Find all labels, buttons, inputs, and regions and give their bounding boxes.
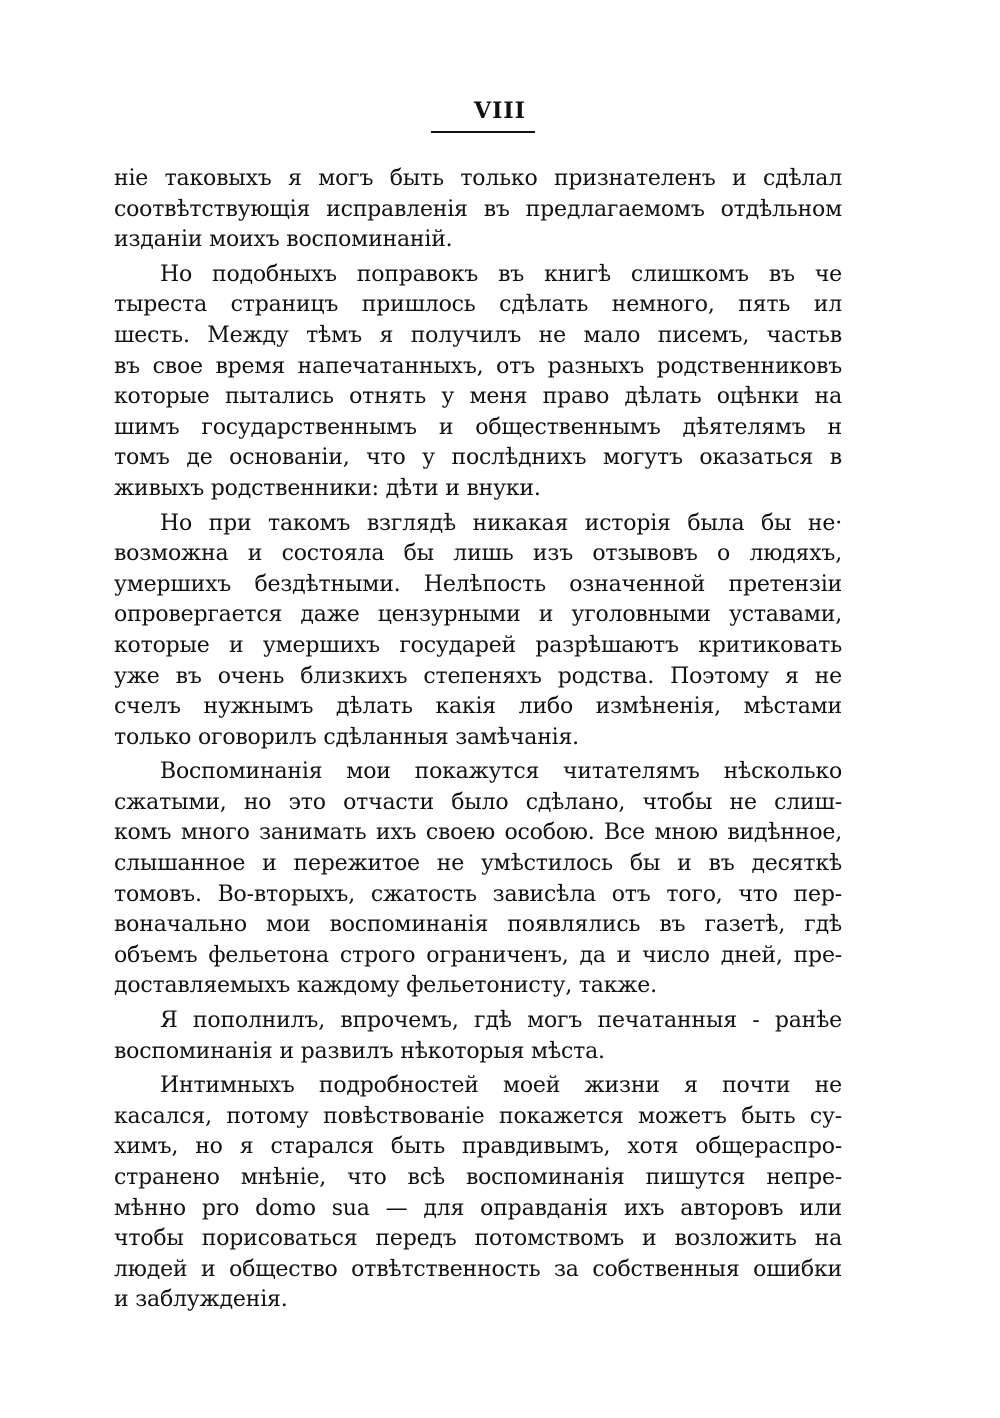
- text-line: изданіи моихъ воспоминаній.: [114, 227, 453, 253]
- text-line: комъ много занимать ихъ своею особою. Все мною видѣнное,: [114, 820, 842, 846]
- text-line: мѣнно pro domo sua — для оправданія ихъ авторовъ или: [114, 1195, 842, 1221]
- text-line: которые и умершихъ государей разрѣшаютъ критиковать: [114, 632, 842, 658]
- text-line: живыхъ родственники: дѣти и внуки.: [114, 475, 541, 501]
- text-line: только оговорилъ сдѣланныя замѣчанія.: [114, 724, 579, 750]
- text-line: томовъ. Во-вторыхъ, сжатость зависѣла отъ того, что пер-: [114, 881, 842, 907]
- text-line: воспоминанія и развилъ нѣкоторыя мѣста.: [114, 1038, 605, 1064]
- paragraph: [114, 164, 842, 256]
- text-line: Но при такомъ взглядѣ никакая исторія была бы не·: [160, 510, 842, 536]
- text-line: соотвѣтствующія исправленія въ предлагаемомъ отдѣльном: [114, 196, 842, 222]
- text-line: сжатыми, но это отчасти было сдѣлано, чтобы не слиш-: [114, 789, 842, 815]
- text-line: Я пополнилъ, впрочемъ, гдѣ могъ печатанныя - ранѣе: [160, 1008, 842, 1034]
- text-line: умершихъ бездѣтными. Нелѣпость означенной претензіи: [114, 571, 842, 597]
- text-line: опровергается даже цензурными и уголовными уставами,: [114, 602, 842, 628]
- text-line: касался, потому повѣствованіе покажется можетъ быть су-: [114, 1103, 842, 1129]
- text-line: шимъ государственнымъ и общественнымъ дѣятелямъ н: [114, 414, 842, 440]
- text-line: томъ де основаніи, что у послѣднихъ могутъ оказаться в: [114, 445, 842, 471]
- paragraph: [114, 1071, 842, 1316]
- text-line: ніе таковыхъ я могъ быть только признателенъ и сдѣлал: [114, 166, 842, 191]
- text-line: Но подобныхъ поправокъ въ книгѣ слишкомъ въ че: [160, 261, 842, 287]
- text-line: которые пытались отнять у меня право дѣлать оцѣнки на: [114, 384, 842, 410]
- text-line: воначально мои воспоминанія появлялись въ газетѣ, гдѣ: [114, 912, 842, 938]
- text-line: химъ, но я старался быть правдивымъ, хотя общераспро-: [114, 1134, 842, 1160]
- text-line: людей и общество отвѣтственность за собственныя ошибки: [114, 1256, 842, 1282]
- text-line: счелъ нужнымъ дѣлать какія либо измѣненія, мѣстами: [114, 694, 842, 720]
- text-line: странено мнѣніе, что всѣ воспоминанія пишутся непре-: [114, 1165, 842, 1190]
- text-line: въ свое время напечатанныхъ, отъ разныхъ родственниковъ: [114, 353, 842, 379]
- paragraph: [114, 1006, 842, 1067]
- paragraph: [114, 757, 842, 1002]
- text-line: уже въ очень близкихъ степеняхъ родства. Поэтому я не: [114, 663, 842, 689]
- page-number: VIII: [474, 98, 526, 124]
- text-line: шесть. Между тѣмъ я получилъ не мало писемъ, частьв: [114, 322, 842, 348]
- text-line: Интимныхъ подробностей моей жизни я почти не: [160, 1073, 842, 1099]
- text-line: доставляемыхъ каждому фельетонисту, также.: [114, 973, 657, 999]
- text-line: и заблужденія.: [114, 1287, 288, 1313]
- paragraph: [114, 260, 842, 505]
- header-rule: [431, 131, 535, 133]
- text-line: Воспоминанія мои покажутся читателямъ нѣсколько: [160, 759, 842, 785]
- text-line: объемъ фельетона строго ограниченъ, да и число дней, пре-: [114, 942, 842, 968]
- text-line: чтобы порисоваться передъ потомствомъ и возложить на: [114, 1226, 842, 1252]
- text-line: тыреста страницъ пришлось сдѣлать немного, пять ил: [114, 292, 842, 318]
- text-line: возможна и состояла бы лишь изъ отзывовъ о людяхъ,: [114, 541, 842, 567]
- body-text: [114, 164, 842, 1316]
- text-line: слышанное и пережитое не умѣстилось бы и въ десяткѣ: [114, 851, 842, 877]
- paragraph: [114, 509, 842, 754]
